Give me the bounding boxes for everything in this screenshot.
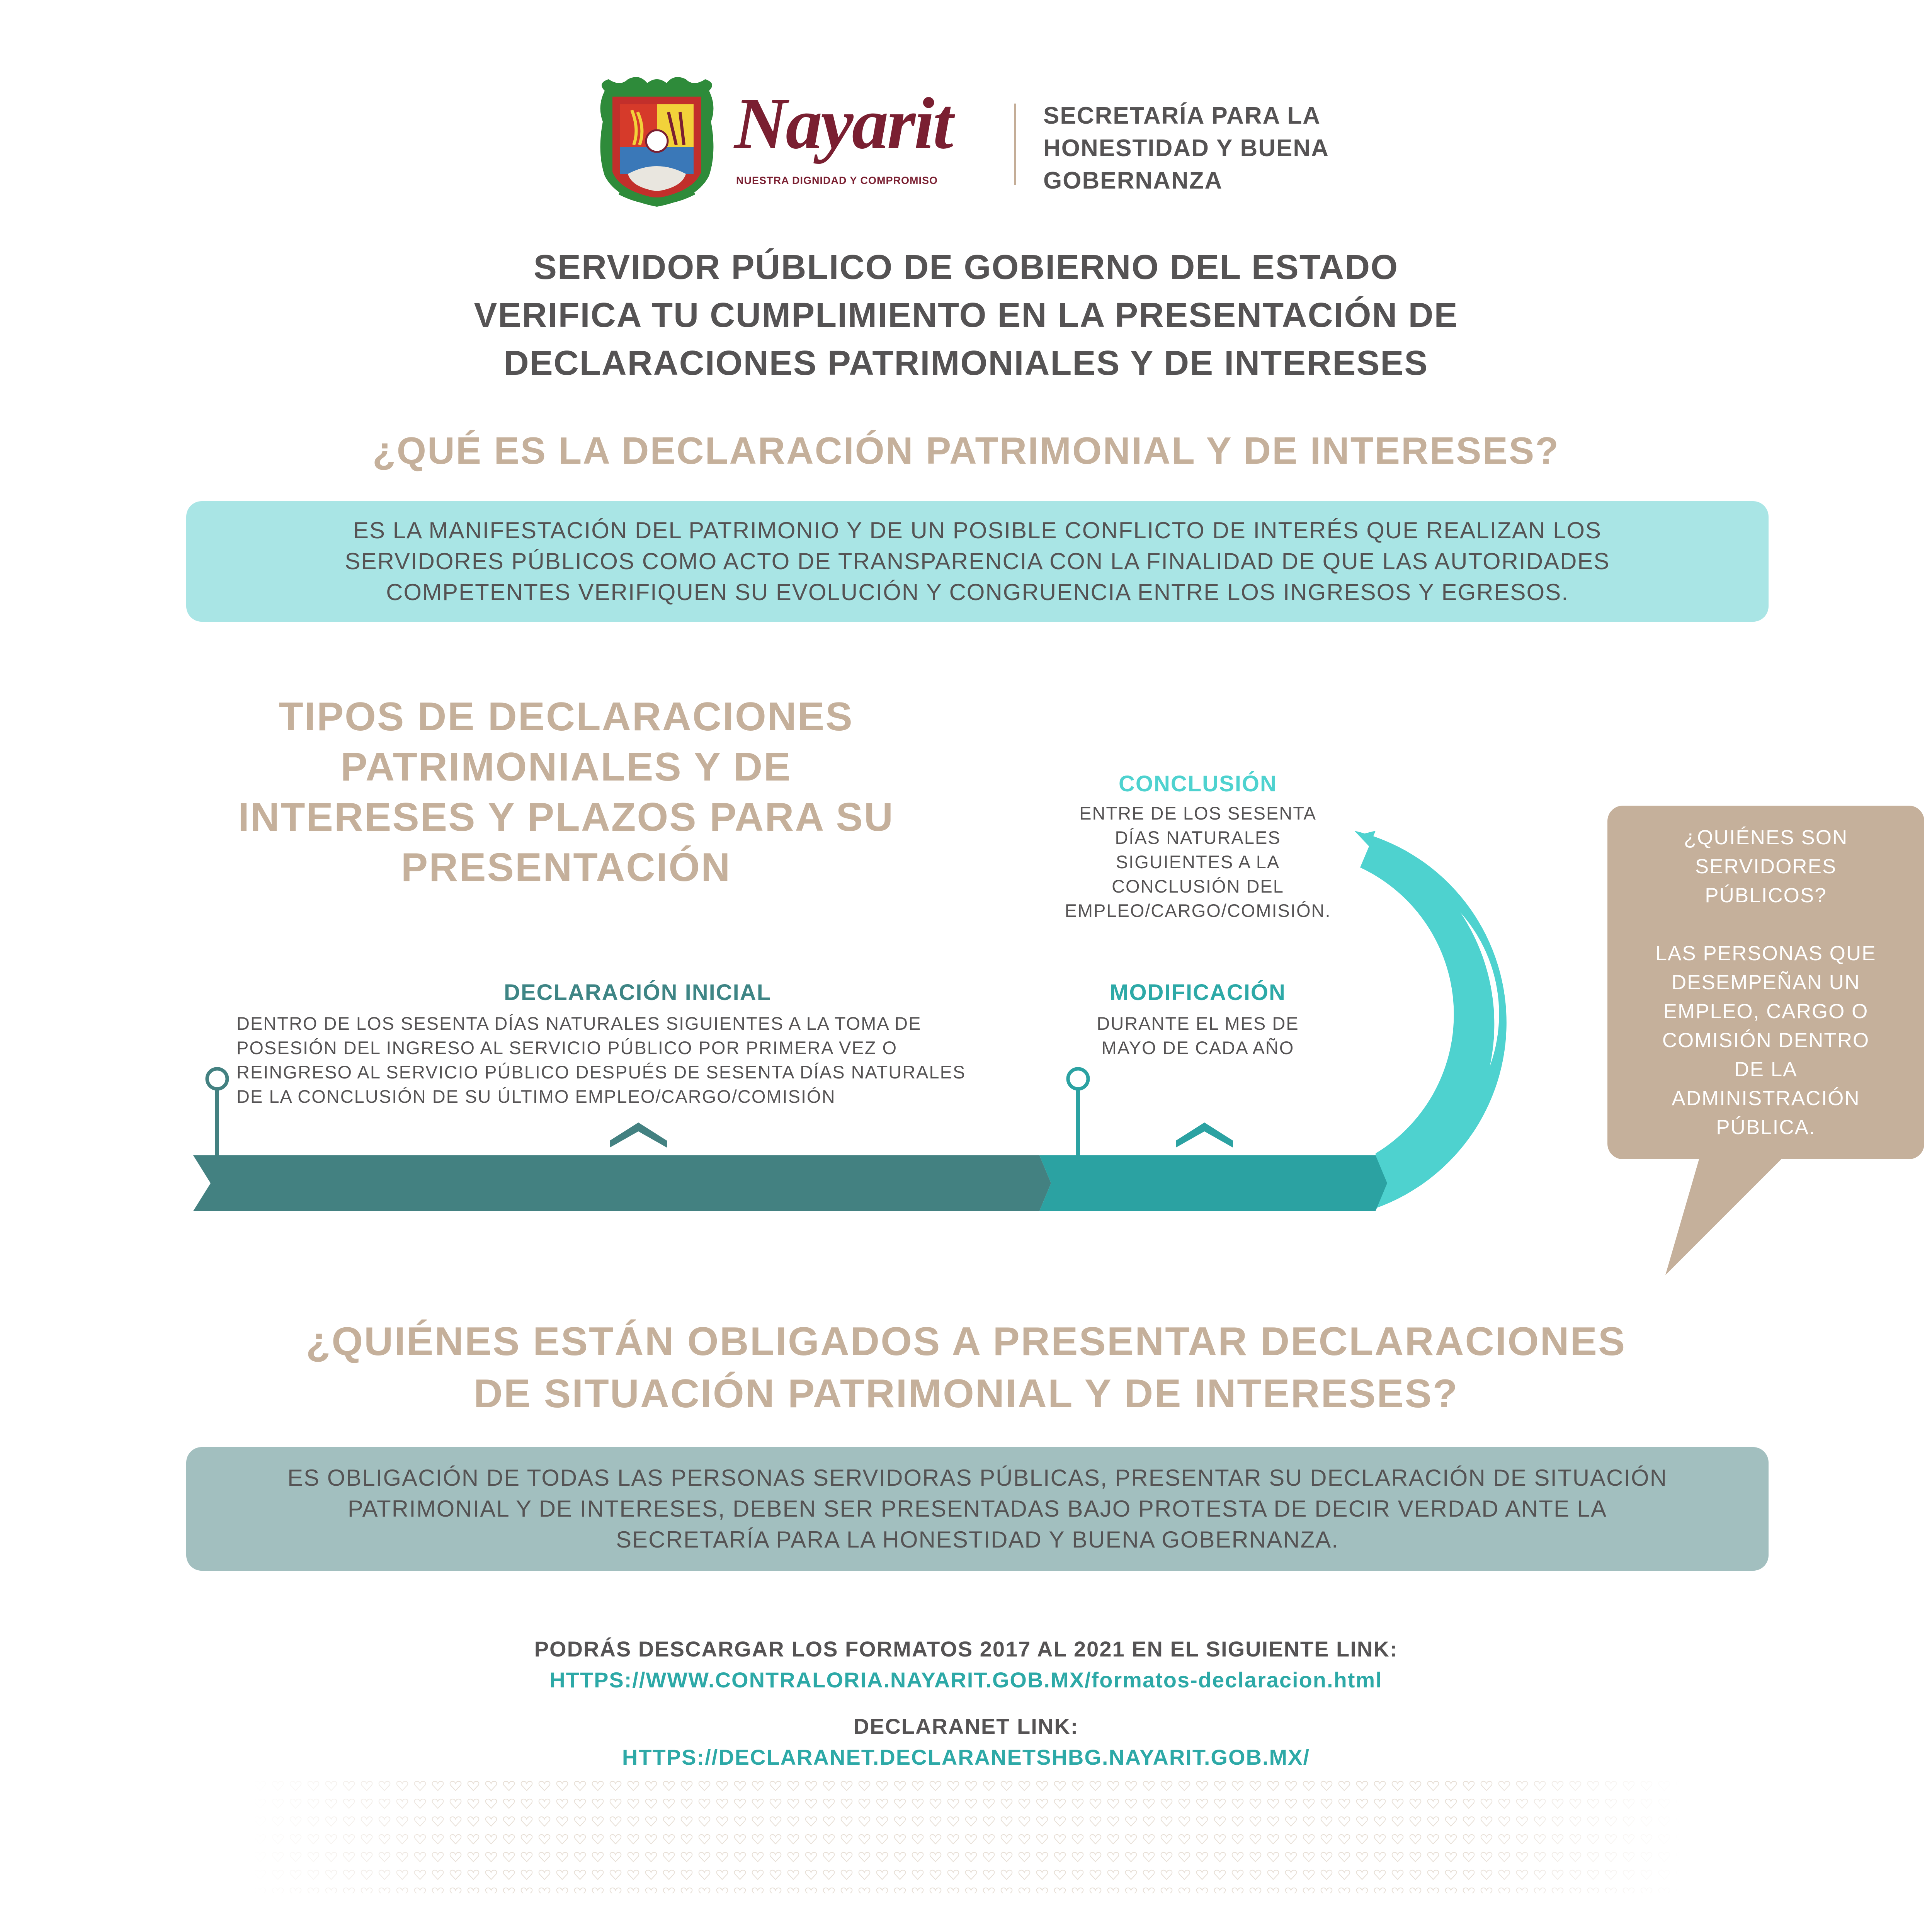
secretaria-line: GOBERNANZA: [1043, 167, 1223, 194]
brand-name: Nayarit: [734, 83, 952, 164]
chevron-up-icon: [610, 1122, 667, 1148]
answer-line: COMPETENTES VERIFIQUEN SU EVOLUCIÓN Y CONGRUENCIA ENTRE LOS INGRESOS Y EGRESOS.: [386, 579, 1569, 605]
decorative-pattern: [251, 1777, 1681, 1893]
bubble-line: PÚBLICA.: [1716, 1116, 1816, 1139]
modificacion-title: MODIFICACIÓN: [1110, 980, 1286, 1005]
what-is-question: ¿QUÉ ES LA DECLARACIÓN PATRIMONIAL Y DE INTERESES?: [372, 429, 1560, 472]
pin-marker-icon: [1068, 1069, 1088, 1155]
timeline-bar-modificacion: [1039, 1155, 1387, 1211]
modificacion-line: MAYO DE CADA AÑO: [1101, 1037, 1294, 1058]
conclusion-title: CONCLUSIÓN: [1119, 771, 1277, 796]
conclusion-line: SIGUIENTES A LA: [1116, 852, 1280, 872]
bubble-line: PÚBLICOS?: [1705, 884, 1827, 907]
conclusion-text: [1036, 801, 1360, 923]
conclusion-line: ENTRE DE LOS SESENTA: [1079, 803, 1316, 823]
obligated-answer-line: SECRETARÍA PARA LA HONESTIDAD Y BUENA GOBERNANZA.: [616, 1527, 1339, 1553]
bubble-line: EMPLEO, CARGO O: [1663, 1000, 1869, 1023]
inicial-text: [236, 1011, 1035, 1109]
obligated-answer-line: ES OBLIGACIÓN DE TODAS LAS PERSONAS SERVIDORAS PÚBLICAS, PRESENTAR SU DECLARACIÓN DE SITUACIÓN: [287, 1465, 1668, 1491]
title-line: SERVIDOR PÚBLICO DE GOBIERNO DEL ESTADO: [533, 248, 1399, 287]
inicial-line: POSESIÓN DEL INGRESO AL SERVICIO PÚBLICO POR PRIMERA VEZ O: [236, 1037, 898, 1058]
bubble-text: [1613, 823, 1918, 1142]
types-heading-line: INTERESES Y PLAZOS PARA SU: [238, 795, 895, 840]
declaranet-link[interactable]: HTTPS://DECLARANET.DECLARANETSHBG.NAYARIT.GOB.MX/: [622, 1745, 1310, 1769]
types-heading-line: PATRIMONIALES Y DE: [340, 745, 792, 789]
declaranet-link-label: DECLARANET LINK:: [853, 1714, 1079, 1738]
pin-marker-icon: [207, 1069, 227, 1155]
inicial-line: REINGRESO AL SERVICIO PÚBLICO DESPUÉS DE SESENTA DÍAS NATURALES: [236, 1062, 966, 1082]
modificacion-line: DURANTE EL MES DE: [1097, 1013, 1299, 1034]
secretaria-line: SECRETARÍA PARA LA: [1043, 102, 1321, 129]
inicial-line: DENTRO DE LOS SESENTA DÍAS NATURALES SIGUIENTES A LA TOMA DE: [236, 1013, 922, 1034]
conclusion-line: DÍAS NATURALES: [1115, 827, 1281, 848]
title-line: VERIFICA TU CUMPLIMIENTO EN LA PRESENTACIÓN DE: [474, 296, 1458, 335]
types-heading-line: TIPOS DE DECLARACIONES: [279, 694, 854, 739]
obligated-question-line: DE SITUACIÓN PATRIMONIAL Y DE INTERESES?: [473, 1371, 1459, 1416]
modificacion-text: [1043, 1011, 1352, 1060]
answer-line: ES LA MANIFESTACIÓN DEL PATRIMONIO Y DE UN POSIBLE CONFLICTO DE INTERÉS QUE REALIZAN LOS: [353, 517, 1602, 543]
bubble-line: DE LA: [1734, 1058, 1798, 1081]
timeline-bar-inicial: [193, 1155, 1051, 1211]
obligated-question: [193, 1316, 1739, 1420]
conclusion-line: CONCLUSIÓN DEL: [1112, 876, 1284, 896]
inicial-title: DECLARACIÓN INICIAL: [503, 980, 772, 1005]
secretaria-line: HONESTIDAD Y BUENA: [1043, 135, 1329, 162]
title-line: DECLARACIONES PATRIMONIALES Y DE INTERESES: [503, 344, 1429, 383]
bubble-line: ADMINISTRACIÓN: [1672, 1087, 1860, 1110]
conclusion-line: EMPLEO/CARGO/COMISIÓN.: [1065, 900, 1331, 921]
brand-tagline: NUESTRA DIGNIDAD Y COMPROMISO: [736, 175, 938, 186]
bubble-line: ¿QUIÉNES SON: [1684, 826, 1848, 849]
formats-link[interactable]: HTTPS://WWW.CONTRALORIA.NAYARIT.GOB.MX/formatos-declaracion.html: [549, 1668, 1383, 1692]
obligated-question-line: ¿QUIÉNES ESTÁN OBLIGADOS A PRESENTAR DECLARACIONES: [306, 1319, 1626, 1364]
obligated-answer-line: PATRIMONIAL Y DE INTERESES, DEBEN SER PRESENTADAS BAJO PROTESTA DE DECIR VERDAD ANTE LA: [347, 1496, 1607, 1522]
obligated-answer-box: [186, 1447, 1769, 1571]
bubble-line: DESEMPEÑAN UN: [1671, 971, 1861, 994]
bubble-line: COMISIÓN DENTRO: [1662, 1029, 1870, 1052]
answer-line: SERVIDORES PÚBLICOS COMO ACTO DE TRANSPARENCIA CON LA FINALIDAD DE QUE LAS AUTORIDADES: [345, 548, 1610, 574]
inicial-line: DE LA CONCLUSIÓN DE SU ÚLTIMO EMPLEO/CARGO/COMISIÓN: [236, 1086, 836, 1107]
bubble-line: [1613, 910, 1918, 939]
bubble-line: SERVIDORES: [1695, 855, 1837, 878]
formats-link-label: PODRÁS DESCARGAR LOS FORMATOS 2017 AL 2021 EN EL SIGUIENTE LINK:: [534, 1637, 1398, 1661]
chevron-up-icon: [1176, 1122, 1233, 1148]
types-heading-line: PRESENTACIÓN: [401, 845, 731, 890]
bubble-line: LAS PERSONAS QUE: [1655, 942, 1876, 965]
